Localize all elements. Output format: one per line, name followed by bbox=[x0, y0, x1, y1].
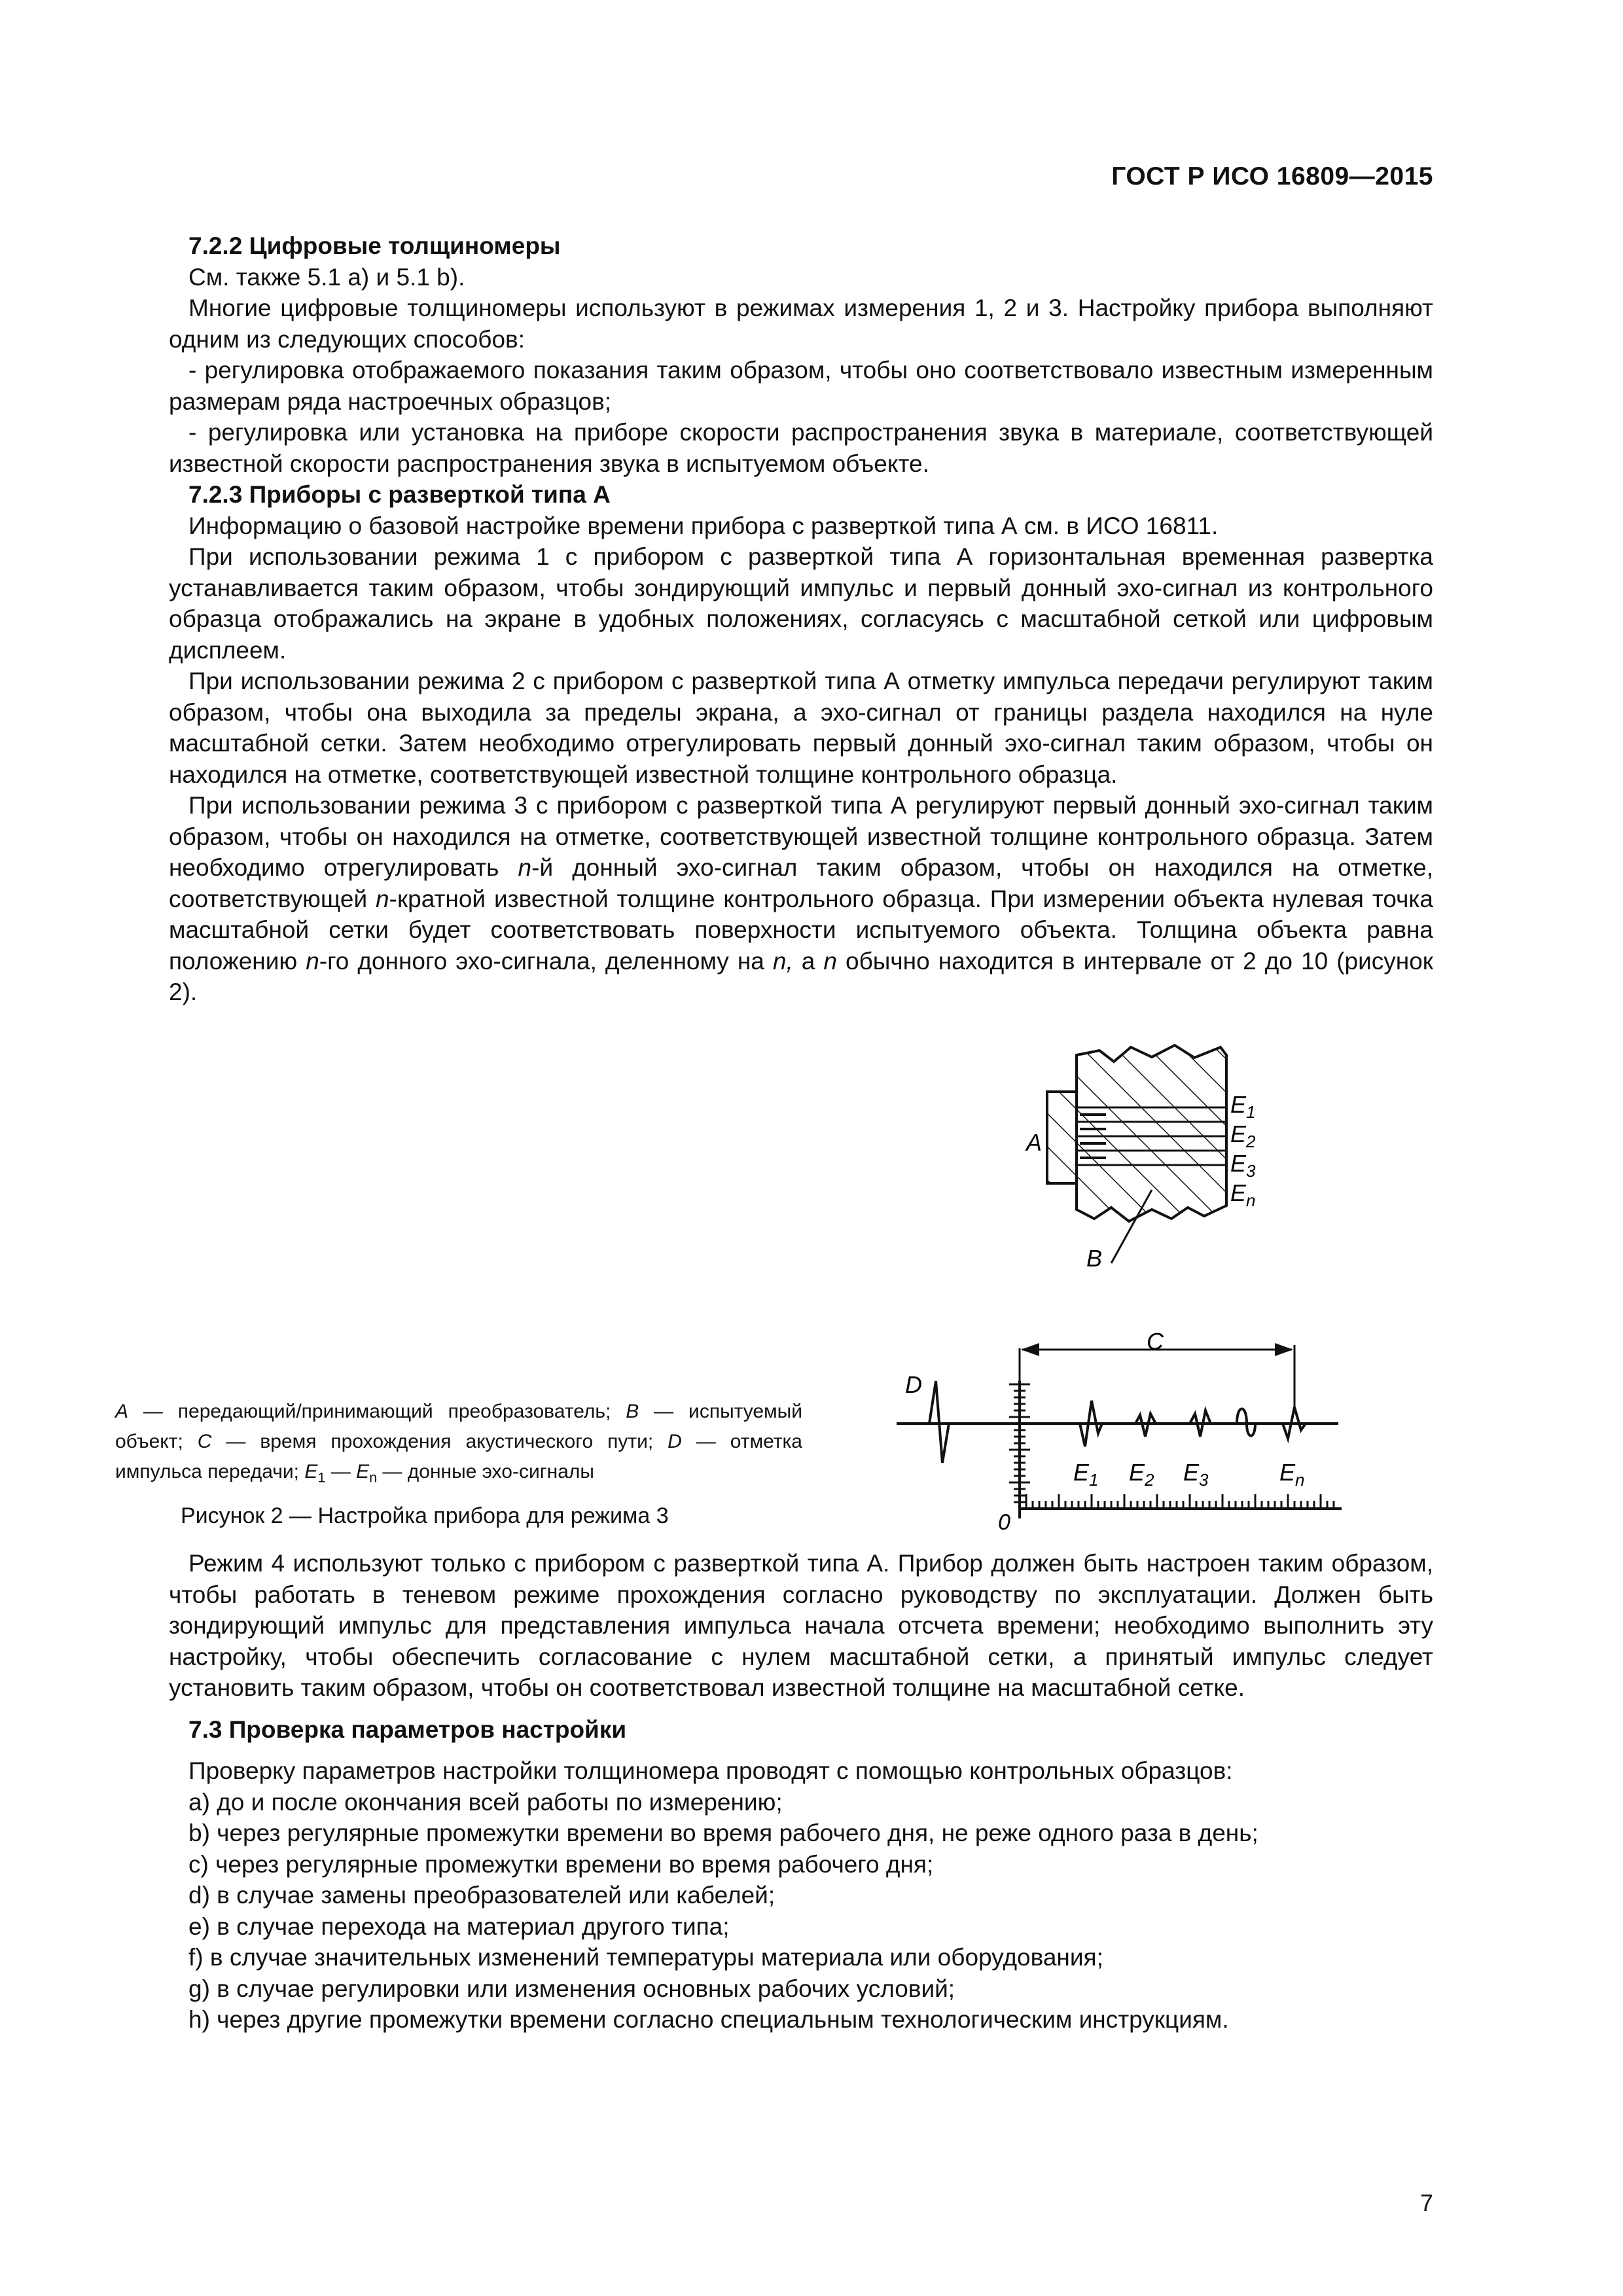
transducer bbox=[1047, 1092, 1077, 1183]
axis-zero-label: 0 bbox=[998, 1510, 1010, 1535]
a-scan-trace bbox=[897, 1343, 1342, 1518]
section-mode-4-and-7-3 bbox=[169, 1548, 1433, 2036]
label-a: A bbox=[1026, 1129, 1043, 1156]
paragraph: При использовании режима 1 с прибором с разверткой типа А горизонтальная временная развертка устанавливается таким образом, чтобы зондирующий импульс и первый донный эхо-сигнал из контрольного образца отображались на экране в удобных положениях, согласуясь с масштабной сеткой или цифровым дисплеем. bbox=[169, 543, 1433, 664]
paragraph: Проверку параметров настройки толщиномера проводят с помощью контрольных образцов: bbox=[188, 1757, 1233, 1784]
list-item: f) в случае значительных изменений температуры материала или оборудования; bbox=[188, 1944, 1103, 1971]
test-object-block bbox=[1073, 1044, 1230, 1224]
list-item: g) в случае регулировки или изменения основных рабочих условий; bbox=[188, 1975, 955, 2002]
page-number: 7 bbox=[1419, 2189, 1433, 2216]
paragraph: Многие цифровые толщиномеры используют в режимах измерения 1, 2 и 3. Настройку прибора выполняют одним из следующих способов: bbox=[169, 295, 1433, 353]
heading-7-2-2: 7.2.2 Цифровые толщиномеры bbox=[188, 232, 561, 259]
label-en-scan: $E_n$ bbox=[1279, 1459, 1305, 1490]
paragraph: При использовании режима 2 с прибором с разверткой типа А отметку импульса передачи регулируют таким образом, чтобы она выходила за пределы экрана, а эхо-сигнал от границы раздела находился на нуле масштабной сетки. Затем необходимо отрегулировать первый донный эхо-сигнал таким образом, чтобы он находился на отметке, соответствующей известной толщине контрольного образца. bbox=[169, 668, 1433, 788]
list-item: b) через регулярные промежутки времени во время рабочего дня, не реже одного раза в день; bbox=[188, 1820, 1258, 1846]
label-c: C bbox=[1147, 1328, 1164, 1355]
document-header: ГОСТ Р ИСО 16809—2015 bbox=[1111, 162, 1433, 190]
figure-legend: A — передающий/принимающий преобразователь; B — испытуемый объект; C — время прохождения акустического пути; D — отметка импульса передачи; $E_1$ — $E_n$ — донные эхо-сигналы bbox=[115, 1401, 802, 1486]
paragraph: См. также 5.1 a) и 5.1 b). bbox=[188, 263, 465, 291]
paragraph-mode-3: При использовании режима 3 с прибором с разверткой типа А регулируют первый донный эхо-сигнал таким образом, чтобы он находился на отметке, соответствующей известной толщине контрольного образца. Затем необходимо отрегулировать n-й донный эхо-сигнал таким образом, чтобы он находился на отметке, соответствующей n-кратной известной толщине контрольного образца. При измерении объекта нулевая точка масштабной сетки будет соответствовать поверхности испытуемого объекта. Толщина объекта равна положению n-го донного эхо-сигнала, деленному на n, а n обычно находится в интервале от 2 до 10 (рисунок 2). bbox=[169, 792, 1434, 1005]
label-e3: $E_3$ bbox=[1230, 1150, 1256, 1181]
label-en: $E_n$ bbox=[1230, 1179, 1256, 1210]
list-item: e) в случае перехода на материал другого типа; bbox=[188, 1912, 730, 1940]
label-e3-scan: $E_3$ bbox=[1183, 1459, 1209, 1490]
label-e2-scan: $E_2$ bbox=[1129, 1459, 1154, 1490]
label-b: B bbox=[1086, 1245, 1103, 1272]
heading-7-3: 7.3 Проверка параметров настройки bbox=[188, 1715, 627, 1743]
list-item: a) до и после окончания всей работы по измерению; bbox=[188, 1788, 783, 1816]
list-item: h) через другие промежутки времени согласно специальным технологическим инструкциям. bbox=[188, 2006, 1229, 2033]
paragraph: Информацию о базовой настройке времени прибора с разверткой типа А см. в ИСО 16811. bbox=[188, 512, 1219, 539]
paragraph-mode-4: Режим 4 используют только с прибором с разверткой типа А. Прибор должен быть настроен таким образом, чтобы работать в теневом режиме прохождения согласно руководству по эксплуатации. Должен быть зондирующий импульс для представления импульса начала отсчета времени; необходимо выполнить эту настройку, чтобы обеспечить согласование с нулем масштабной сетки, а принятый импульс следует установить таким образом, чтобы он соответствовал известной толщине на масштабной сетке. bbox=[169, 1550, 1433, 1701]
list-item: c) через регулярные промежутки времени во время рабочего дня; bbox=[188, 1850, 934, 1878]
paragraph: - регулировка или установка на приборе скорости распространения звука в материале, соответствующей известной скорости распространения звука в испытуемом объекте. bbox=[169, 419, 1433, 477]
list-item: d) в случае замены преобразователей или кабелей; bbox=[188, 1882, 776, 1909]
label-e2: $E_2$ bbox=[1230, 1121, 1256, 1151]
label-d: D bbox=[905, 1371, 922, 1398]
figure-caption: Рисунок 2 — Настройка прибора для режима 3 bbox=[181, 1503, 669, 1528]
paragraph: - регулировка отображаемого показания таким образом, чтобы оно соответствовало известным измеренным размерам ряда настроечных образцов; bbox=[169, 357, 1433, 415]
heading-7-2-3: 7.2.3 Приборы с разверткой типа А bbox=[188, 481, 611, 508]
scale-ticks bbox=[1009, 1384, 1334, 1509]
label-e1-scan: $E_1$ bbox=[1073, 1459, 1099, 1490]
label-e1: $E_1$ bbox=[1230, 1091, 1256, 1122]
